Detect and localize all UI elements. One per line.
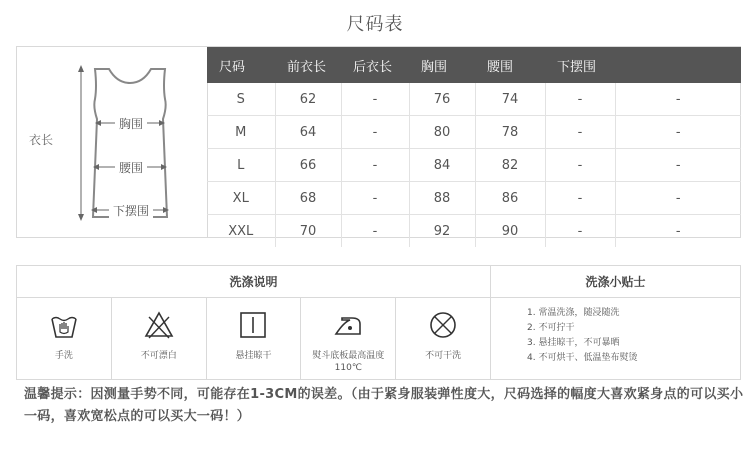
table-row — [207, 83, 741, 116]
cell: 84 — [409, 149, 475, 182]
cell: 80 — [409, 116, 475, 149]
table-row — [207, 116, 741, 149]
cell: - — [341, 116, 409, 149]
care-item-no-dry-clean — [396, 298, 491, 379]
cell: XXL — [207, 215, 275, 248]
care-label: 熨斗底板最高温度110℃ — [312, 351, 385, 373]
table-row — [207, 215, 741, 248]
col-header-back-length: 后衣长 — [341, 47, 409, 83]
cell: L — [207, 149, 275, 182]
list-item: 3. 悬挂晾干，不可暴晒 — [527, 338, 620, 348]
cell: - — [341, 83, 409, 116]
cell: - — [675, 223, 681, 239]
care-item-hang-dry — [207, 298, 302, 379]
cell: 78 — [475, 116, 545, 149]
hand-wash-icon — [49, 310, 79, 340]
care-label: 不可漂白 — [140, 351, 177, 361]
care-section — [16, 265, 741, 380]
cell: 66 — [275, 149, 341, 182]
bust-label: 胸围 — [118, 117, 144, 131]
care-tips-title: 洗涤小贴士 — [491, 266, 740, 298]
cell: S — [207, 83, 275, 116]
care-item-iron — [301, 298, 396, 379]
cell: XL — [207, 182, 275, 215]
care-item-hand-wash — [17, 298, 112, 379]
length-label: 衣长 — [29, 133, 54, 147]
sizing-note: 温馨提示：因测量手势不同，可能存在1-3CM的误差。（由于紧身服装弹性度大，尺码选择的幅度大喜欢紧身点的可以买小一码，喜欢宽松点的可以买大一码！） — [24, 387, 744, 424]
cell: - — [615, 116, 741, 149]
iron-icon — [332, 310, 364, 340]
cell: - — [545, 149, 615, 182]
no-bleach-icon — [144, 310, 174, 340]
cell: 90 — [475, 215, 545, 248]
cell: 68 — [275, 182, 341, 215]
care-label: 不可干洗 — [425, 351, 462, 361]
size-chart — [16, 46, 741, 238]
care-item-no-bleach — [112, 298, 207, 379]
cell: 70 — [275, 215, 341, 248]
table-row — [207, 149, 741, 182]
list-item: 2. 不可拧干 — [527, 323, 575, 333]
cell: - — [545, 215, 615, 248]
cell: - — [341, 149, 409, 182]
table-row — [207, 182, 741, 215]
care-label: 手洗 — [54, 351, 73, 361]
cell: - — [545, 116, 615, 149]
care-label: 悬挂晾干 — [235, 351, 272, 361]
cell: - — [545, 83, 615, 116]
cell: - — [615, 182, 741, 215]
cell: 82 — [475, 149, 545, 182]
list-item: 1. 常温洗涤，随浸随洗 — [527, 308, 620, 318]
size-table — [207, 47, 741, 247]
hem-label: 下摆围 — [112, 204, 150, 218]
col-header-blank — [615, 47, 741, 83]
cell: M — [207, 116, 275, 149]
list-item: 4. 不可烘干、低温垫布熨烫 — [527, 353, 638, 363]
no-tumble-dry-icon — [428, 310, 458, 340]
cell: - — [341, 215, 409, 248]
table-header-row — [207, 47, 741, 83]
col-header-front-length: 前衣长 — [275, 47, 341, 83]
col-header-hem: 下摆围 — [545, 47, 615, 83]
care-instructions-title: 洗涤说明 — [17, 266, 491, 298]
col-header-bust: 胸围 — [409, 47, 475, 83]
col-header-size: 尺码 — [207, 47, 275, 83]
hang-dry-icon — [238, 310, 268, 340]
cell: - — [615, 149, 741, 182]
waist-label: 腰围 — [118, 161, 144, 175]
cell: - — [545, 182, 615, 215]
cell: 64 — [275, 116, 341, 149]
col-header-waist: 腰围 — [475, 47, 545, 83]
cell: 86 — [475, 182, 545, 215]
garment-diagram — [17, 47, 208, 237]
cell: 88 — [409, 182, 475, 215]
cell: 74 — [475, 83, 545, 116]
care-tips-list — [491, 298, 740, 379]
cell: 62 — [275, 83, 341, 116]
care-icon-row — [17, 298, 491, 379]
cell: - — [341, 182, 409, 215]
page-title: 尺码表 — [346, 14, 404, 35]
cell: 92 — [409, 215, 475, 248]
cell: 76 — [409, 83, 475, 116]
cell: - — [615, 83, 741, 116]
